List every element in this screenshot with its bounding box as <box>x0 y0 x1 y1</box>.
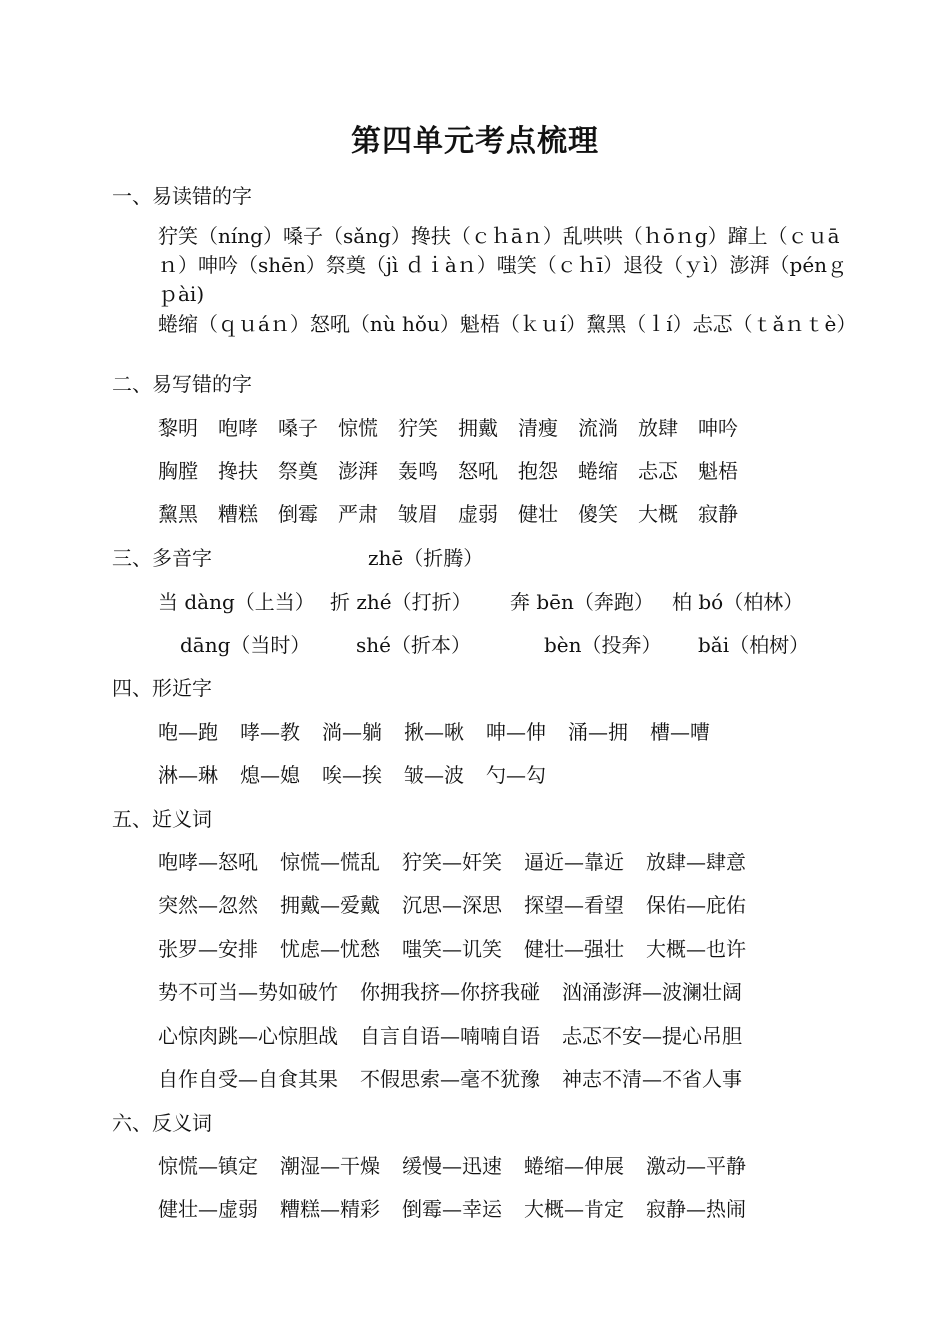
word-item: 澎湃 <box>338 459 378 483</box>
pair-row <box>158 716 732 745</box>
word-pair: 保佑—庇佑 <box>646 893 746 917</box>
pair-row <box>158 1063 764 1092</box>
word-pair: 咆—跑 <box>158 720 218 744</box>
word-item: 魁梧 <box>698 459 738 483</box>
polyphone-entry: bǎi（柏树） <box>698 633 810 657</box>
word-item: 祭奠 <box>278 459 318 483</box>
pair-row <box>158 759 568 788</box>
word-item: 寂静 <box>698 502 738 526</box>
word-item: 怒吼 <box>458 459 498 483</box>
polyphone-top-note: zhē（折腾） <box>368 546 484 570</box>
word-pair: 惊慌—镇定 <box>158 1154 258 1178</box>
pair-row <box>158 846 768 875</box>
word-pair: 神志不清—不省人事 <box>562 1067 742 1091</box>
word-item: 忐忑 <box>638 459 678 483</box>
word-pair: 皱—波 <box>404 763 464 787</box>
word-pair: 激动—平静 <box>646 1154 746 1178</box>
word-item: 严肃 <box>338 502 378 526</box>
word-item: 狞笑 <box>398 416 438 440</box>
word-pair: 揪—啾 <box>404 720 464 744</box>
word-item: 健壮 <box>518 502 558 526</box>
polyphone-entry: 折 zhé（打折） <box>330 590 472 614</box>
word-item: 皱眉 <box>398 502 438 526</box>
word-pair: 突然—忽然 <box>158 893 258 917</box>
word-pair: 势不可当—势如破竹 <box>158 980 338 1004</box>
word-pair: 逼近—靠近 <box>524 850 624 874</box>
word-item: 糟糕 <box>218 502 258 526</box>
section-heading-2: 二、易写错的字 <box>112 372 252 396</box>
word-pair: 汹涌澎湃—波澜壮阔 <box>562 980 742 1004</box>
word-pair: 蜷缩—伸展 <box>524 1154 624 1178</box>
word-row <box>158 498 738 527</box>
word-pair: 张罗—安排 <box>158 937 258 961</box>
word-item: 大概 <box>638 502 678 526</box>
word-item: 嗓子 <box>278 416 318 440</box>
pair-row <box>158 1150 768 1179</box>
word-item: 胸膛 <box>158 459 198 483</box>
word-pair: 放肆—肆意 <box>646 850 746 874</box>
polyphone-entry: 奔 bēn（奔跑） <box>510 590 654 614</box>
section-heading-3: 三、多音字 <box>112 546 212 570</box>
pair-row <box>158 933 768 962</box>
word-pair: 潮湿—干燥 <box>280 1154 380 1178</box>
word-pair: 大概—也许 <box>646 937 746 961</box>
word-item: 虚弱 <box>458 502 498 526</box>
word-item: 倒霉 <box>278 502 318 526</box>
word-item: 蜷缩 <box>578 459 618 483</box>
word-pair: 寂静—热闹 <box>646 1197 746 1221</box>
word-item: 流淌 <box>578 416 618 440</box>
word-pair: 忐忑不安—提心吊胆 <box>562 1024 742 1048</box>
word-pair: 沉思—深思 <box>402 893 502 917</box>
word-pair: 缓慢—迅速 <box>402 1154 502 1178</box>
word-pair: 忧虑—忧愁 <box>280 937 380 961</box>
word-pair: 槽—嘈 <box>650 720 710 744</box>
word-pair: 熄—媳 <box>240 763 300 787</box>
section-heading-5: 五、近义词 <box>112 807 212 831</box>
word-item: 拥戴 <box>458 416 498 440</box>
word-pair: 健壮—虚弱 <box>158 1197 258 1221</box>
word-item: 黧黑 <box>158 502 198 526</box>
word-pair: 探望—看望 <box>524 893 624 917</box>
word-pair: 心惊肉跳—心惊胆战 <box>158 1024 338 1048</box>
word-item: 清瘦 <box>518 416 558 440</box>
polyphone-entry: 当 dàng（上当） <box>158 590 315 614</box>
word-pair: 嗤笑—讥笑 <box>402 937 502 961</box>
word-item: 呻吟 <box>698 416 738 440</box>
word-pair: 大概—肯定 <box>524 1197 624 1221</box>
word-pair: 淋—琳 <box>158 763 218 787</box>
word-pair: 倒霉—幸运 <box>402 1197 502 1221</box>
word-pair: 淌—躺 <box>322 720 382 744</box>
word-item: 搀扶 <box>218 459 258 483</box>
section-1-paragraph-2: 蜷缩（ｑｕáｎ）怒吼（nù hǒu）魁梧（ｋｕí）黧黑（ｌí）忐忑（ｔǎｎｔè） <box>158 312 857 336</box>
word-item: 惊慌 <box>338 416 378 440</box>
polyphone-entry: bèn（投奔） <box>544 633 662 657</box>
pair-row <box>158 1193 768 1222</box>
word-item: 轰鸣 <box>398 459 438 483</box>
word-pair: 惊慌—慌乱 <box>280 850 380 874</box>
word-pair: 不假思索—毫不犹豫 <box>360 1067 540 1091</box>
polyphone-entry: 柏 bó（柏林） <box>672 590 804 614</box>
word-pair: 勺—勾 <box>486 763 546 787</box>
word-pair: 涌—拥 <box>568 720 628 744</box>
word-pair: 哮—教 <box>240 720 300 744</box>
polyphone-entry: shé（折本） <box>356 633 471 657</box>
word-row <box>158 412 738 441</box>
page-title: 第四单元考点梳理 <box>351 124 599 159</box>
word-item: 放肆 <box>638 416 678 440</box>
pair-row <box>158 889 768 918</box>
word-pair: 唉—挨 <box>322 763 382 787</box>
word-pair: 咆哮—怒吼 <box>158 850 258 874</box>
section-heading-6: 六、反义词 <box>112 1111 212 1135</box>
section-heading-1: 一、易读错的字 <box>112 184 252 208</box>
word-pair: 拥戴—爱戴 <box>280 893 380 917</box>
word-item: 傻笑 <box>578 502 618 526</box>
word-pair: 你拥我挤—你挤我碰 <box>360 980 540 1004</box>
word-pair: 自作自受—自食其果 <box>158 1067 338 1091</box>
word-pair: 呻—伸 <box>486 720 546 744</box>
word-item: 抱怨 <box>518 459 558 483</box>
word-pair: 自言自语—喃喃自语 <box>360 1024 540 1048</box>
pair-row <box>158 976 764 1005</box>
section-1-paragraph-1: 狞笑（níng）嗓子（sǎng）搀扶（ｃｈāｎ）乱哄哄（ｈōｎg）蹿上（ｃｕāｎ）呻吟（shēn）祭奠（jì ｄｉàｎ）嗤笑（ｃｈī）退役（ｙì）澎湃（pénｇ ｐài) <box>158 224 848 306</box>
word-pair: 狞笑—奸笑 <box>402 850 502 874</box>
word-row <box>158 455 738 484</box>
word-item: 咆哮 <box>218 416 258 440</box>
section-heading-4: 四、形近字 <box>112 676 212 700</box>
word-item: 黎明 <box>158 416 198 440</box>
word-pair: 健壮—强壮 <box>524 937 624 961</box>
word-pair: 糟糕—精彩 <box>280 1197 380 1221</box>
pair-row <box>158 1020 764 1049</box>
polyphone-entry: dāng（当时） <box>180 633 311 657</box>
